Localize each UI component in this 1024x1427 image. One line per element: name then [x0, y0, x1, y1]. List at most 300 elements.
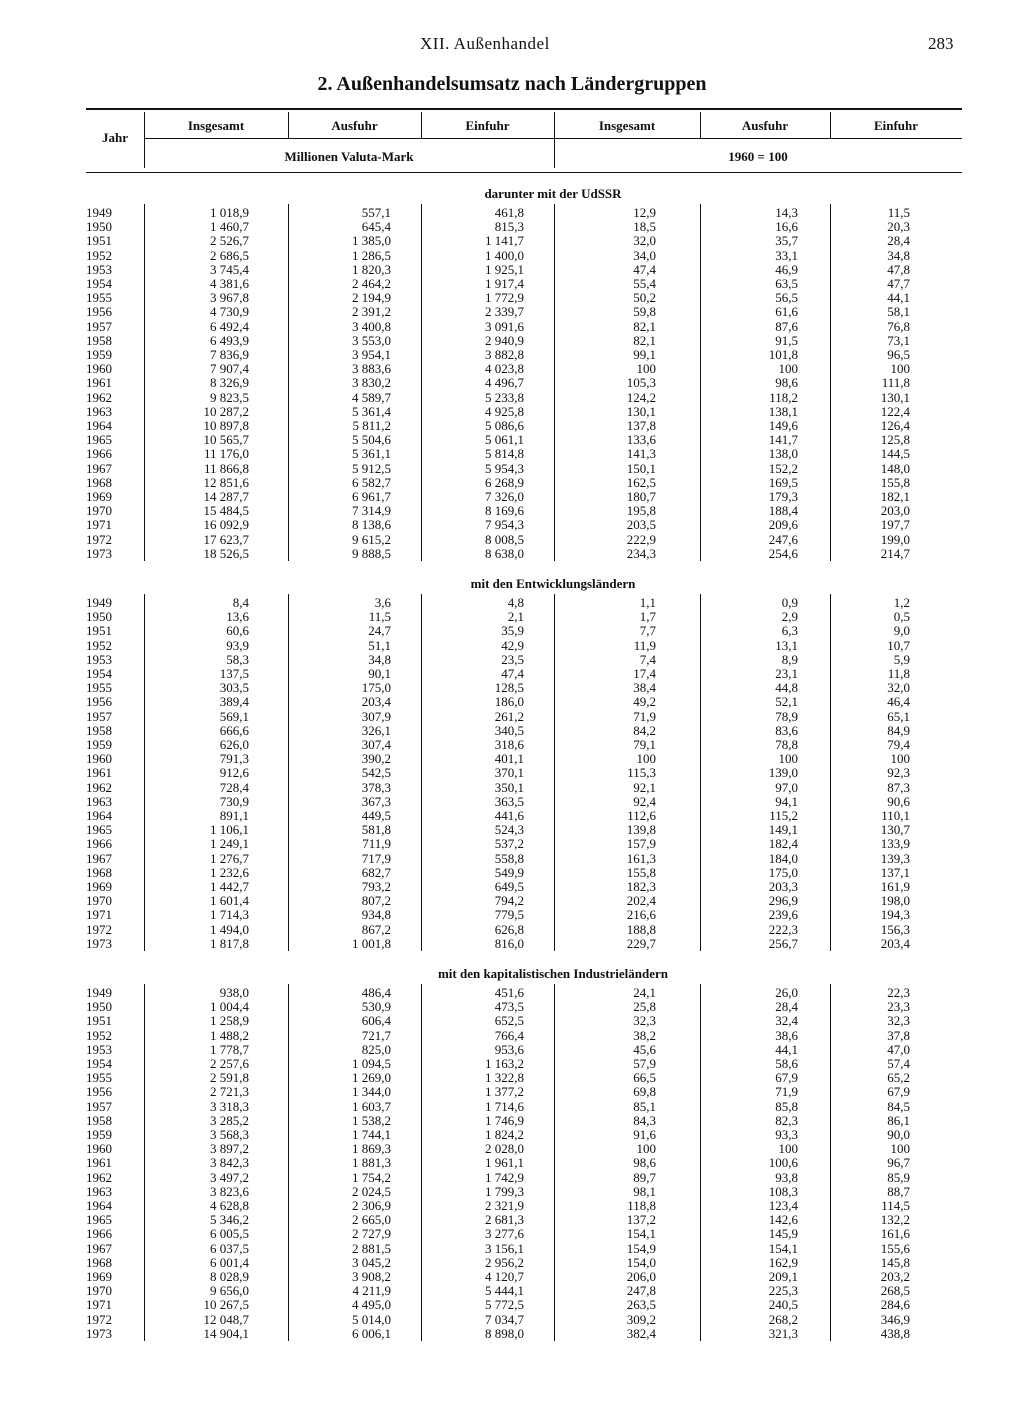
cell-abs-export: 682,7	[361, 864, 391, 880]
cell-year: 1957	[86, 708, 112, 724]
cell-idx-total: 84,3	[633, 1112, 656, 1128]
cell-idx-import: 125,8	[880, 432, 910, 448]
cell-idx-total: 1,1	[639, 595, 656, 610]
cell-idx-total: 154,9	[626, 1240, 656, 1256]
cell-abs-import: 2 956,2	[485, 1254, 524, 1270]
cell-idx-total: 98,6	[633, 1155, 656, 1171]
cell-idx-import: 47,0	[887, 1041, 910, 1057]
cell-abs-import: 2,1	[507, 609, 524, 625]
cell-idx-export: 115,2	[769, 808, 798, 823]
table-row	[86, 1298, 962, 1312]
cell-idx-export: 14,3	[775, 205, 798, 220]
cell-abs-total: 1 714,3	[210, 907, 249, 923]
cell-abs-export: 326,1	[361, 722, 391, 738]
cell-idx-total: 69,8	[633, 1084, 656, 1100]
table-row	[86, 610, 962, 624]
table-row	[86, 206, 962, 220]
cell-idx-import: 155,6	[880, 1240, 910, 1256]
cell-abs-export: 2 194,9	[352, 290, 391, 306]
cell-idx-export: 247,6	[768, 531, 798, 547]
cell-abs-export: 3,6	[374, 595, 391, 610]
col-header-idx-import: Einfuhr	[873, 118, 919, 133]
cell-idx-export: 93,8	[775, 1169, 798, 1185]
cell-abs-export: 8 138,6	[352, 517, 391, 533]
cell-idx-export: 139,0	[768, 765, 798, 781]
cell-year: 1971	[86, 907, 112, 923]
table-row	[86, 667, 962, 681]
cell-idx-total: 59,8	[633, 304, 656, 320]
cell-idx-import: 284,6	[880, 1297, 910, 1313]
cell-idx-import: 114,5	[881, 1198, 910, 1213]
cell-year: 1953	[86, 651, 112, 667]
cell-year: 1953	[86, 261, 112, 277]
cell-year: 1972	[86, 921, 112, 937]
cell-abs-import: 4 023,8	[485, 361, 524, 377]
cell-abs-export: 175,0	[361, 680, 391, 696]
cell-abs-import: 549,9	[494, 864, 524, 880]
cell-abs-export: 645,4	[361, 219, 391, 235]
cell-idx-export: 141,7	[768, 432, 798, 448]
cell-abs-export: 1 881,3	[352, 1155, 391, 1171]
cell-year: 1970	[86, 893, 112, 909]
cell-abs-import: 779,5	[494, 907, 524, 923]
cell-abs-import: 2 321,9	[485, 1198, 524, 1213]
table-row	[86, 837, 962, 851]
cell-idx-export: 108,3	[768, 1183, 798, 1199]
cell-abs-import: 473,5	[494, 999, 524, 1015]
cell-idx-total: 118,8	[627, 1198, 656, 1213]
table-row	[86, 504, 962, 518]
table-row	[86, 277, 962, 291]
cell-idx-import: 92,3	[887, 765, 910, 781]
cell-idx-export: 149,6	[768, 418, 798, 433]
cell-abs-import: 2 339,7	[485, 304, 524, 320]
cell-abs-import: 815,3	[494, 219, 524, 235]
cell-abs-total: 389,4	[219, 694, 249, 710]
table-row	[86, 1171, 962, 1185]
cell-idx-import: 37,8	[887, 1027, 910, 1043]
cell-idx-total: 139,8	[626, 822, 656, 838]
table-row	[86, 1114, 962, 1128]
table-row	[86, 1014, 962, 1028]
cell-idx-import: 67,9	[887, 1084, 910, 1100]
cell-abs-export: 3 553,0	[352, 332, 391, 348]
cell-abs-export: 90,1	[368, 666, 391, 681]
cell-idx-import: 5,9	[893, 651, 910, 667]
cell-abs-total: 9 823,5	[210, 389, 249, 405]
cell-year: 1973	[86, 545, 112, 561]
cell-abs-total: 1 276,7	[210, 850, 249, 866]
cell-abs-export: 24,7	[368, 623, 391, 639]
cell-abs-total: 3 285,2	[210, 1112, 249, 1128]
cell-idx-import: 203,0	[880, 503, 910, 519]
table-row	[86, 880, 962, 894]
cell-idx-total: 115,3	[627, 765, 656, 781]
cell-idx-export: 85,8	[775, 1098, 798, 1114]
cell-idx-total: 7,7	[639, 623, 656, 639]
cell-abs-export: 1 744,1	[352, 1127, 391, 1142]
cell-abs-export: 2 881,5	[352, 1240, 391, 1256]
cell-abs-total: 58,3	[226, 651, 249, 667]
cell-abs-total: 14 287,7	[203, 489, 249, 504]
cell-idx-export: 100	[778, 751, 798, 767]
table-row	[86, 462, 962, 476]
cell-idx-export: 6,3	[781, 623, 798, 639]
cell-idx-export: 0,9	[781, 595, 798, 610]
cell-abs-export: 11,5	[368, 609, 391, 625]
cell-abs-total: 728,4	[219, 779, 249, 795]
table-row	[86, 1100, 962, 1114]
cell-idx-import: 161,6	[880, 1226, 910, 1242]
cell-abs-total: 4 628,8	[210, 1198, 249, 1213]
cell-abs-export: 5 811,2	[352, 418, 391, 433]
cell-idx-total: 50,2	[633, 290, 656, 306]
cell-idx-total: 188,8	[626, 921, 656, 937]
cell-abs-import: 3 882,8	[485, 347, 524, 362]
cell-abs-total: 2 257,6	[210, 1056, 249, 1071]
cell-idx-total: 234,3	[626, 545, 656, 561]
cell-abs-import: 7 326,0	[485, 489, 524, 504]
cell-abs-export: 530,9	[361, 999, 391, 1015]
cell-abs-export: 1 603,7	[352, 1098, 391, 1114]
cell-idx-import: 65,2	[887, 1070, 910, 1086]
cell-year: 1961	[86, 1155, 112, 1171]
header-top-rule	[86, 108, 962, 110]
cell-abs-import: 1 824,2	[485, 1127, 524, 1142]
cell-idx-export: 13,1	[775, 637, 798, 653]
cell-idx-export: 44,1	[775, 1041, 798, 1057]
cell-idx-total: 137,2	[626, 1212, 656, 1228]
cell-idx-export: 162,9	[768, 1254, 798, 1270]
cell-year: 1972	[86, 1311, 112, 1327]
cell-abs-export: 542,5	[361, 765, 391, 781]
cell-year: 1949	[86, 205, 112, 220]
cell-abs-export: 34,8	[368, 651, 391, 667]
cell-abs-total: 5 346,2	[210, 1212, 249, 1228]
chapter-heading: XII. Außenhandel	[420, 34, 550, 53]
cell-idx-export: 222,3	[768, 921, 798, 937]
cell-abs-total: 10 287,2	[203, 403, 249, 419]
table-row	[86, 923, 962, 937]
cell-idx-import: 194,3	[880, 907, 910, 923]
cell-idx-total: 92,1	[633, 779, 656, 795]
cell-abs-total: 11 176,0	[203, 446, 249, 462]
cell-idx-total: 124,2	[626, 389, 656, 405]
table-row	[86, 305, 962, 319]
cell-idx-import: 28,4	[887, 233, 910, 249]
cell-year: 1959	[86, 737, 112, 752]
cell-year: 1967	[86, 460, 112, 476]
cell-idx-export: 100	[778, 1141, 798, 1157]
cell-abs-total: 14 904,1	[203, 1325, 249, 1341]
cell-idx-export: 184,0	[768, 850, 798, 866]
cell-abs-total: 1 106,1	[210, 822, 249, 838]
cell-abs-import: 363,5	[494, 793, 524, 809]
cell-abs-import: 524,3	[494, 822, 524, 838]
cell-idx-total: 92,4	[633, 793, 656, 809]
cell-idx-import: 203,2	[880, 1269, 910, 1284]
cell-abs-import: 537,2	[494, 836, 524, 852]
cell-idx-total: 11,9	[633, 637, 656, 653]
cell-idx-import: 96,5	[887, 347, 910, 362]
cell-idx-export: 61,6	[775, 304, 798, 320]
cell-idx-import: 155,8	[880, 474, 910, 490]
cell-abs-export: 378,3	[361, 779, 391, 795]
cell-year: 1973	[86, 1325, 112, 1341]
cell-abs-total: 10 267,5	[203, 1297, 249, 1313]
cell-abs-total: 2 686,5	[210, 247, 249, 263]
cell-abs-import: 5 086,6	[485, 418, 524, 433]
cell-idx-total: 180,7	[626, 489, 656, 504]
cell-year: 1959	[86, 1127, 112, 1142]
table-row	[86, 937, 962, 951]
table-row	[86, 766, 962, 780]
cell-idx-import: 346,9	[880, 1311, 910, 1327]
cell-idx-import: 47,7	[887, 276, 910, 291]
cell-abs-total: 1 601,4	[210, 893, 249, 909]
cell-idx-total: 105,3	[626, 375, 656, 391]
cell-abs-export: 807,2	[361, 893, 391, 909]
cell-idx-export: 93,3	[775, 1127, 798, 1142]
cell-year: 1966	[86, 836, 112, 852]
cell-idx-total: 112,6	[627, 808, 656, 823]
cell-abs-import: 8 638,0	[485, 545, 524, 561]
cell-abs-total: 3 497,2	[210, 1169, 249, 1185]
cell-abs-export: 4 589,7	[352, 389, 391, 405]
cell-idx-total: 202,4	[626, 893, 656, 909]
cell-idx-export: 138,0	[768, 446, 798, 462]
header-bottom-rule	[86, 172, 962, 173]
cell-abs-total: 15 484,5	[203, 503, 249, 519]
cell-idx-import: 11,5	[887, 205, 910, 220]
cell-year: 1967	[86, 1240, 112, 1256]
cell-idx-import: 87,3	[887, 779, 910, 795]
cell-idx-total: 17,4	[633, 666, 656, 681]
table-row	[86, 1313, 962, 1327]
cell-abs-import: 1 746,9	[485, 1112, 524, 1128]
cell-abs-export: 9 888,5	[352, 545, 391, 561]
cell-idx-total: 32,3	[633, 1013, 656, 1029]
table-row	[86, 234, 962, 248]
cell-year: 1951	[86, 233, 112, 249]
cell-abs-export: 2 727,9	[352, 1226, 391, 1242]
cell-idx-export: 101,8	[768, 347, 798, 362]
cell-idx-import: 73,1	[887, 332, 910, 348]
cell-year: 1951	[86, 1013, 112, 1029]
cell-abs-import: 4 496,7	[485, 375, 524, 391]
cell-abs-import: 649,5	[494, 879, 524, 894]
table-row	[86, 681, 962, 695]
cell-abs-export: 1 820,3	[352, 261, 391, 277]
cell-idx-total: 71,9	[633, 708, 656, 724]
table-row	[86, 1213, 962, 1227]
cell-idx-total: 66,5	[633, 1070, 656, 1086]
cell-abs-total: 3 568,3	[210, 1127, 249, 1142]
cell-idx-export: 254,6	[768, 545, 798, 561]
cell-abs-export: 5 912,5	[352, 460, 391, 476]
cell-idx-import: 90,0	[887, 1127, 910, 1142]
cell-year: 1955	[86, 1070, 112, 1086]
table-row	[86, 986, 962, 1000]
cell-abs-import: 1 400,0	[485, 247, 524, 263]
cell-abs-export: 390,2	[361, 751, 391, 767]
cell-idx-total: 382,4	[626, 1325, 656, 1341]
table-row	[86, 596, 962, 610]
cell-idx-export: 78,8	[775, 737, 798, 752]
cell-idx-import: 100	[890, 361, 910, 377]
table-row	[86, 809, 962, 823]
cell-abs-export: 5 361,1	[352, 446, 391, 462]
cell-idx-total: 32,0	[633, 233, 656, 249]
cell-abs-import: 7 034,7	[485, 1311, 524, 1327]
cell-year: 1958	[86, 332, 112, 348]
cell-idx-export: 152,2	[768, 460, 798, 476]
cell-idx-export: 2,9	[781, 609, 798, 625]
cell-idx-export: 67,9	[775, 1070, 798, 1086]
section-title: mit den Entwicklungsländern	[470, 576, 636, 591]
table-row	[86, 795, 962, 809]
cell-idx-export: 118,2	[769, 389, 798, 405]
cell-abs-total: 3 318,3	[210, 1098, 249, 1114]
cell-year: 1949	[86, 595, 112, 610]
cell-abs-export: 4 495,0	[352, 1297, 391, 1313]
cell-abs-import: 42,9	[501, 637, 524, 653]
cell-idx-import: 90,6	[887, 793, 910, 809]
cell-idx-export: 209,1	[768, 1269, 798, 1284]
cell-abs-export: 2 464,2	[352, 276, 391, 291]
cell-idx-export: 209,6	[768, 517, 798, 533]
cell-abs-total: 3 823,6	[210, 1183, 249, 1199]
cell-abs-total: 3 967,8	[210, 290, 249, 306]
cell-abs-export: 3 830,2	[352, 375, 391, 391]
table-row	[86, 433, 962, 447]
cell-year: 1965	[86, 432, 112, 448]
table-row	[86, 490, 962, 504]
cell-abs-export: 307,4	[361, 737, 391, 752]
cell-idx-export: 8,9	[781, 651, 798, 667]
cell-idx-import: 9,0	[893, 623, 910, 639]
cell-abs-import: 953,6	[494, 1041, 524, 1057]
cell-abs-total: 891,1	[219, 808, 249, 823]
cell-idx-import: 203,4	[880, 935, 910, 951]
table-row	[86, 447, 962, 461]
cell-year: 1965	[86, 822, 112, 838]
cell-idx-total: 98,1	[633, 1183, 656, 1199]
cell-year: 1962	[86, 1169, 112, 1185]
cell-idx-total: 206,0	[626, 1269, 656, 1284]
cell-idx-import: 199,0	[880, 531, 910, 547]
cell-idx-total: 12,9	[633, 205, 656, 220]
cell-idx-total: 161,3	[626, 850, 656, 866]
table-row	[86, 249, 962, 263]
cell-abs-total: 2 591,8	[210, 1070, 249, 1086]
cell-idx-import: 57,4	[887, 1056, 910, 1071]
table-row	[86, 419, 962, 433]
cell-abs-export: 5 361,4	[352, 403, 391, 419]
cell-abs-export: 5 014,0	[352, 1311, 391, 1327]
cell-idx-import: 137,1	[880, 864, 910, 880]
cell-idx-total: 7,4	[639, 651, 656, 667]
cell-idx-total: 91,6	[633, 1127, 656, 1142]
cell-idx-import: 145,8	[880, 1254, 910, 1270]
cell-idx-total: 154,0	[626, 1254, 656, 1270]
cell-abs-total: 6 037,5	[210, 1240, 249, 1256]
table-row	[86, 1284, 962, 1298]
cell-year: 1960	[86, 1141, 112, 1157]
cell-abs-export: 2 024,5	[352, 1183, 391, 1199]
cell-idx-total: 155,8	[626, 864, 656, 880]
table-row	[86, 1085, 962, 1099]
cell-abs-total: 569,1	[219, 708, 249, 724]
cell-abs-import: 23,5	[501, 651, 524, 667]
cell-abs-import: 794,2	[494, 893, 524, 909]
cell-abs-import: 652,5	[494, 1013, 524, 1029]
table-row	[86, 653, 962, 667]
cell-abs-export: 1 385,0	[352, 233, 391, 249]
col-header-abs-import: Einfuhr	[465, 118, 510, 133]
cell-abs-import: 7 954,3	[485, 517, 524, 533]
cell-abs-import: 1 799,3	[485, 1183, 524, 1199]
table-row	[86, 476, 962, 490]
cell-abs-import: 370,1	[494, 765, 524, 781]
cell-idx-import: 139,3	[880, 850, 910, 866]
cell-abs-export: 717,9	[361, 850, 391, 866]
table-row	[86, 639, 962, 653]
cell-year: 1950	[86, 999, 112, 1015]
table-row	[86, 908, 962, 922]
cell-year: 1952	[86, 1027, 112, 1043]
cell-abs-import: 47,4	[501, 666, 524, 681]
table-row	[86, 823, 962, 837]
cell-abs-export: 5 504,6	[352, 432, 391, 448]
cell-abs-export: 867,2	[361, 921, 391, 937]
cell-abs-export: 3 045,2	[352, 1254, 391, 1270]
cell-year: 1963	[86, 1183, 112, 1199]
cell-year: 1964	[86, 808, 112, 823]
cell-idx-total: 45,6	[633, 1041, 656, 1057]
cell-idx-export: 82,3	[775, 1112, 798, 1128]
table-row	[86, 695, 962, 709]
cell-idx-total: 24,1	[633, 985, 656, 1000]
cell-idx-export: 179,3	[768, 489, 798, 504]
cell-idx-export: 154,1	[768, 1240, 798, 1256]
cell-abs-import: 766,4	[494, 1027, 524, 1043]
cell-abs-import: 6 268,9	[485, 474, 524, 490]
cell-idx-export: 256,7	[768, 935, 798, 951]
cell-abs-total: 8 326,9	[210, 375, 249, 391]
cell-idx-import: 32,3	[887, 1013, 910, 1029]
cell-idx-import: 133,9	[880, 836, 910, 852]
cell-abs-total: 6 493,9	[210, 332, 249, 348]
cell-idx-import: 10,7	[887, 637, 910, 653]
cell-year: 1970	[86, 1283, 112, 1299]
cell-abs-export: 6 582,7	[352, 474, 391, 490]
cell-idx-import: 20,3	[887, 219, 910, 235]
cell-idx-export: 16,6	[775, 219, 798, 235]
cell-idx-export: 83,6	[775, 722, 798, 738]
cell-idx-total: 100	[636, 361, 656, 377]
cell-idx-export: 145,9	[768, 1226, 798, 1242]
table-row	[86, 781, 962, 795]
cell-abs-import: 8 008,5	[485, 531, 524, 547]
cell-year: 1965	[86, 1212, 112, 1228]
cell-abs-export: 934,8	[361, 907, 391, 923]
cell-abs-import: 3 156,1	[485, 1240, 524, 1256]
cell-idx-total: 100	[636, 751, 656, 767]
cell-abs-import: 8 169,6	[485, 503, 524, 519]
cell-abs-export: 2 665,0	[352, 1212, 391, 1228]
cell-year: 1957	[86, 1098, 112, 1114]
